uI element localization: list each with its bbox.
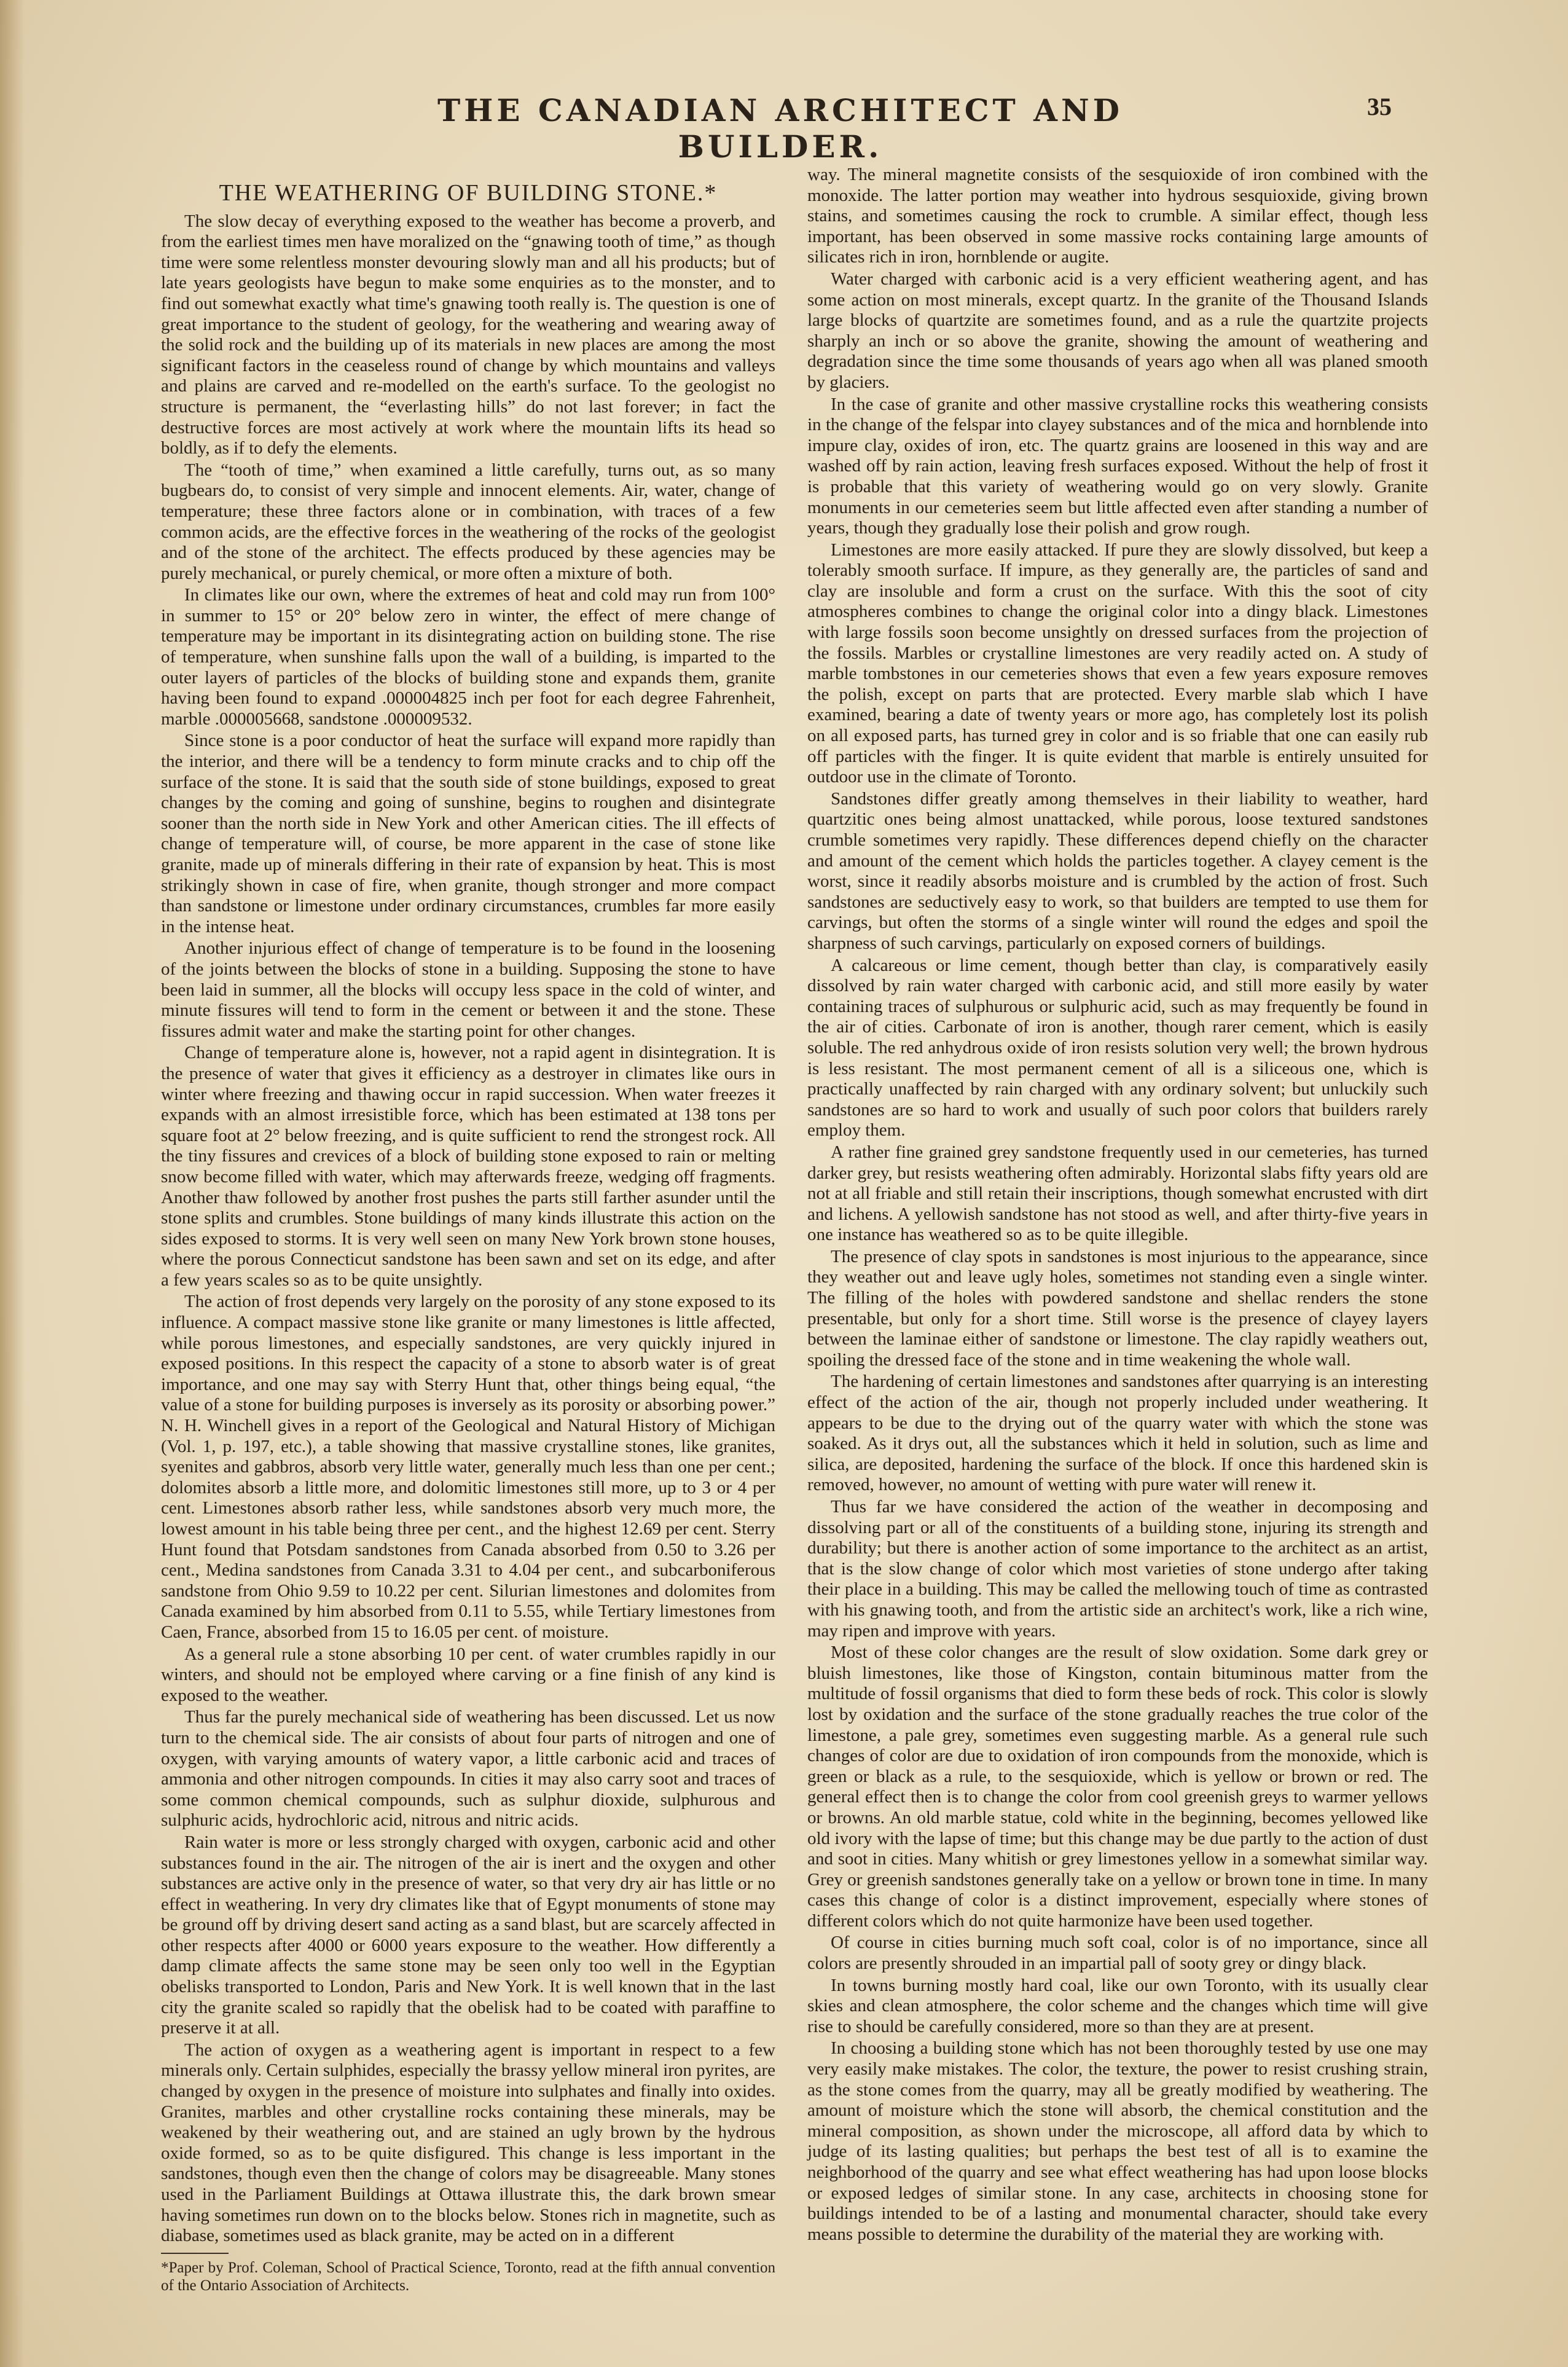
- paragraph: Of course in cities burning much soft coal, color is of no importance, since all colors are presently shrouded in an impartial pall of sooty grey or dingy black.: [807, 1933, 1428, 1974]
- paragraph: Limestones are more easily attacked. If pure they are slowly dissolved, but keep a tolerably smooth surface. If impure, as they generally are, the particles of sand and clay are insoluble and form a crust on the surface. With this the soot of city atmospheres combines to change the original color into a dingy black. Limestones with large fossils soon become unsightly on dressed surfaces from the projection of the fossils. Marbles or crystalline limestones are very readily acted on. A study of marble tombstones in our cemeteries shows that even a few years exposure removes the polish, except on parts that are protected. Every marble slab which I have examined, bearing a date of twenty years or more ago, has completely lost its polish on all exposed parts, has turned grey in color and is so friable that one can easily rub off particles with the finger. It is quite evident that marble is entirely unsuited for outdoor use in the climate of Toronto.: [807, 540, 1428, 787]
- paragraph: The slow decay of everything exposed to the weather has become a proverb, and from the earliest times men have moralized on the “gnawing tooth of time,” as though time were some relentless monster devouring slowly man and all his products; but of late years geologists have begun to make some enquiries as to the monster, and to find out somewhat exactly what time's gnawing tooth really is. The question is one of great importance to the student of geology, for the weathering and wearing away of the solid rock and the building up of its materials in new places are among the most significant factors in the ceaseless round of change by which mountains and valleys and plains are carved and re-modelled on the earth's surface. To the geologist no structure is permanent, the “everlasting hills” do not last forever; in fact the destructive forces are most actively at work where the mountain lifts its head so boldly, as if to defy the elements.: [161, 211, 775, 458]
- running-head: THE CANADIAN ARCHITECT AND BUILDER.: [437, 92, 1124, 165]
- paragraph: Another injurious effect of change of temperature is to be found in the loosening of the joints between the blocks of stone in a building. Supposing the stone to have been laid in summer, all the blocks will occupy less space in the cold of winter, and minute fissures will tend to form in the cement or between it and the stone. These fissures admit water and make the starting point for other changes.: [161, 938, 775, 1041]
- page-number: 35: [1367, 93, 1392, 120]
- paragraph: way. The mineral magnetite consists of the sesquioxide of iron combined with the monoxide. The latter portion may weather into hydrous sesquioxide, giving brown stains, and sometimes causing the rock to crumble. A similar effect, though less important, has been observed in some massive rocks containing large amounts of silicates rich in iron, hornblende or augite.: [807, 165, 1428, 267]
- paragraph: A rather fine grained grey sandstone frequently used in our cemeteries, has turned darker grey, but resists weathering often admirably. Horizontal slabs fifty years old are not at all friable and still retain their inscriptions, though somewhat encrusted with dirt and lichens. A yellowish sandstone has not stood as well, and after thirty-five years in one instance has weathered so as to be quite illegible.: [807, 1142, 1428, 1245]
- paragraph: In the case of granite and other massive crystalline rocks this weathering consists in the change of the felspar into clayey substances and of the mica and hornblende into impure clay, oxides of iron, etc. The quartz grains are loosened in this way and are washed off by rain action, leaving fresh surfaces exposed. Without the help of frost it is probable that this variety of weathering would go on very slowly. Granite monuments in our cemeteries seem but little affected even after standing a number of years, though they gradually lose their polish and grow rough.: [807, 394, 1428, 538]
- paragraph: Water charged with carbonic acid is a very efficient weathering agent, and has some action on most minerals, except quartz. In the granite of the Thousand Islands large blocks of quartzite are sometimes found, and as a rule the quartzite projects sharply an inch or so above the granite, showing the amount of weathering and degradation since the time some thousands of years ago when all was planed smooth by glaciers.: [807, 269, 1428, 392]
- paragraph: In towns burning mostly hard coal, like our own Toronto, with its usually clear skies and clean atmosphere, the color scheme and the changes which time will give rise to should be carefully considered, more so than they are at present.: [807, 1975, 1428, 2036]
- paragraph: Most of these color changes are the result of slow oxidation. Some dark grey or bluish limestones, like those of Kingston, contain bituminous matter from the multitude of fossil organisms that died to form these beds of rock. This color is slowly lost by oxidation and the surface of the stone gradually reaches the true color of the limestone, a pale grey, sometimes even suggesting marble. As a general rule such changes of color are due to oxidation of iron compounds from the monoxide, which is green or black as a rule, to the sesquioxide, which is yellow or brown or red. The general effect then is to change the color from cool greenish greys to warmer yellows or browns. An old marble statue, cold white in the beginning, becomes yellowed like old ivory with the lapse of time; but this change may be due partly to the action of dust and soot in cities. Many whitish or grey limestones yellow in a somewhat similar way. Grey or greenish sandstones generally take on a yellow or brown tone in time. In many cases this change of color is a distinct improvement, especially where stones of different colors which do not quite harmonize have been used together.: [807, 1643, 1428, 1931]
- footnote: *Paper by Prof. Coleman, School of Practical Science, Toronto, read at the fifth annual convention of the Ontario Association of Architects.: [161, 2259, 775, 2294]
- paragraph: Change of temperature alone is, however, not a rapid agent in disintegration. It is the presence of water that gives it efficiency as a destroyer in climates like ours in winter where freezing and thawing occur in rapid succession. When water freezes it expands with an almost irresistible force, which has been estimated at 138 tons per square foot at 2° below freezing, and is quite sufficient to rend the strongest rock. All the tiny fissures and crevices of a block of building stone exposed to rain or melting snow become filled with water, which may afterwards freeze, wedging off fragments. Another thaw followed by another frost pushes the parts still farther asunder until the stone splits and crumbles. Stone buildings of many kinds illustrate this action on the sides exposed to storms. It is very well seen on many New York brown stone houses, where the porous Connecticut sandstone has been sawn and set on its edge, and after a few years scales so as to be quite unsightly.: [161, 1043, 775, 1290]
- paragraph: The action of oxygen as a weathering agent is important in respect to a few minerals only. Certain sulphides, especially the brassy yellow mineral iron pyrites, are changed by oxygen in the presence of moisture into sulphates and finally into oxides. Granites, marbles and other crystalline rocks containing these minerals, may be weakened by their weathering out, and are stained an ugly brown by the hydrous oxide formed, so as to be quite disfigured. This change is less important in the sandstones, though even then the change of colors may be disagreeable. Many stones used in the Parliament Buildings at Ottawa illustrate this, the dark brown smear having sometimes run down on to the blocks below. Stones rich in magnetite, such as diabase, sometimes used as black granite, may be acted on in a different: [161, 2039, 775, 2246]
- paragraph: Sandstones differ greatly among themselves in their liability to weather, hard quartzitic ones being almost unattacked, while porous, loose textured sandstones crumble sometimes very rapidly. These differences depend chiefly on the character and amount of the cement which holds the particles together. A clayey cement is the worst, since it readily absorbs moisture and is crumbled by the action of frost. Such sandstones are seductively easy to work, so that builders are tempted to use them for carvings, but often the storms of a single winter will round the edges and spoil the sharpness of such carvings, particularly on exposed corners of buildings.: [807, 788, 1428, 953]
- article-title: THE WEATHERING OF BUILDING STONE.*: [219, 180, 718, 206]
- paragraph: Thus far we have considered the action of the weather in decomposing and dissolving part or all of the constituents of a building stone, injuring its strength and durability; but there is another action of some importance to the architect as an artist, that is the slow change of color which most varieties of stone undergo after taking their place in a building. This may be called the mellowing touch of time as contrasted with his gnawing tooth, and from the artistic side an architect's work, like a rich wine, may ripen and improve with years.: [807, 1497, 1428, 1641]
- paragraph: In climates like our own, where the extremes of heat and cold may run from 100° in summer to 15° or 20° below zero in winter, the effect of mere change of temperature may be important in its disintegrating action on building stone. The rise of temperature, when sunshine falls upon the wall of a building, is imparted to the outer layers of particles of the blocks of building stone and expands them, granite having been found to expand .000004825 inch per foot for each degree Fahrenheit, marble .000005668, sandstone .000009532.: [161, 585, 775, 729]
- footnote-rule: [161, 2253, 229, 2254]
- paragraph: The “tooth of time,” when examined a little carefully, turns out, as so many bugbears do, to consist of very simple and innocent elements. Air, water, change of temperature; these three factors alone or in combination, with traces of a few common acids, are the effective forces in the weathering of the rocks of the geologist and of the stone of the architect. The effects produced by these agencies may be purely mechanical, or purely chemical, or more often a mixture of both.: [161, 460, 775, 583]
- paragraph: The action of frost depends very largely on the porosity of any stone exposed to its influence. A compact massive stone like granite or many limestones is little affected, while porous limestones, and especially sandstones, are very quickly injured in exposed positions. In this respect the capacity of a stone to absorb water is of great importance, and one may say with Sterry Hunt that, other things being equal, “the value of a stone for building purposes is inversely as its porosity or absorbing power.” N. H. Winchell gives in a report of the Geological and Natural History of Michigan (Vol. 1, p. 197, etc.), a table showing that massive crystalline stones, like granites, syenites and gabbros, absorb very little water, generally much less than one per cent.; dolomites absorb a little more, and dolomitic limestones still more, up to 3 or 4 per cent. Limestones absorb rather less, while sandstones absorb very much more, the lowest amount in his table being three per cent., and the highest 12.69 per cent. Sterry Hunt found that Potsdam sandstones from Canada absorbed from 0.50 to 3.26 per cent., Medina sandstones from Canada 3.31 to 4.04 per cent., and subcarboniferous sandstone from Ohio 9.59 to 10.22 per cent. Silurian limestones and dolomites from Canada examined by him absorbed from 0.11 to 5.55, while Tertiary limestones from Caen, France, absorbed from 15 to 16.05 per cent. of moisture.: [161, 1292, 775, 1642]
- left-column: [161, 165, 775, 2294]
- paragraph: Since stone is a poor conductor of heat the surface will expand more rapidly than the interior, and there will be a tendency to form minute cracks and to chip off the surface of the stone. It is said that the south side of stone buildings, exposed to great changes by the coming and going of sunshine, begins to roughen and disintegrate sooner than the north side in New York and other American cities. The ill effects of change of temperature will, of course, be more apparent in the case of stone like granite, made up of minerals differing in their rate of expansion by heat. This is most strikingly shown in case of fire, when granite, though stronger and more compact than sandstone or limestone under ordinary circumstances, crumbles far more easily in the intense heat.: [161, 731, 775, 936]
- paragraph: In choosing a building stone which has not been thoroughly tested by use one may very easily make mistakes. The color, the texture, the power to resist crushing strain, as the stone comes from the quarry, may all be greatly modified by weathering. The amount of moisture which the stone will absorb, the chemical constitution and the mineral composition, as shown under the microscope, all afford data by which to judge of its lasting qualities; but perhaps the best test of all is to examine the neighborhood of the quarry and see what effect weathering has had upon loose blocks or exposed ledges of similar stone. In any case, architects in choosing stone for buildings intended to be of a lasting and monumental character, should take every means possible to determine the durability of the material they are working with.: [807, 2038, 1428, 2244]
- paragraph: A calcareous or lime cement, though better than clay, is comparatively easily dissolved by rain water charged with carbonic acid, and still more easily by water containing traces of sulphurous or sulphuric acid, such as may frequently be found in the air of cities. Carbonate of iron is another, though rarer cement, which is easily soluble. The red anhydrous oxide of iron resists solution very well; the brown hydrous is less resistant. The most permanent cement of all is a siliceous one, which is practically unaffected by rain charged with any ordinary solvent; but unluckily such sandstones are so hard to work and usually of such poor colors that builders rarely employ them.: [807, 955, 1428, 1140]
- page-binding-shadow: [0, 0, 25, 2367]
- paragraph: Rain water is more or less strongly charged with oxygen, carbonic acid and other substances found in the air. The nitrogen of the air is inert and the oxygen and other substances are active only in the presence of water, so that very dry air has little or no effect in weathering. In very dry climates like that of Egypt monuments of stone may be ground off by driving desert sand acting as a sand blast, but are scarcely affected in other respects after 4000 or 6000 years exposure to the weather. How differently a damp climate affects the same stone may be seen only too well in the Egyptian obelisks transported to London, Paris and New York. It is well known that in the last city the granite scaled so rapidly that the obelisk had to be coated with paraffine to preserve it at all.: [161, 1832, 775, 2038]
- paragraph: The hardening of certain limestones and sandstones after quarrying is an interesting effect of the action of the air, though not properly included under weathering. It appears to be due to the drying out of the quarry water with which the stone was soaked. As it drys out, all the substances which it held in solution, such as lime and silica, are deposited, hardening the surface of the block. If once this hardened skin is removed, however, no amount of wetting with pure water will renew it.: [807, 1372, 1428, 1495]
- right-column: [807, 165, 1428, 2285]
- paragraph: As a general rule a stone absorbing 10 per cent. of water crumbles rapidly in our winters, and should not be employed where carving or a fine finish of any kind is exposed to the weather.: [161, 1644, 775, 1705]
- paragraph: Thus far the purely mechanical side of weathering has been discussed. Let us now turn to the chemical side. The air consists of about four parts of nitrogen and one of oxygen, with varying amounts of watery vapor, a little carbonic acid and traces of ammonia and other nitrogen compounds. In cities it may also carry soot and traces of some common chemical compounds, such as sulphur dioxide, sulphurous and sulphuric acids, hydrochloric acid, nitrous and nitric acids.: [161, 1707, 775, 1831]
- paragraph: The presence of clay spots in sandstones is most injurious to the appearance, since they weather out and leave ugly holes, sometimes not standing even a single winter. The filling of the holes with powdered sandstone and shellac renders the stone presentable, but only for a short time. Still worse is the presence of clayey layers between the laminae either of sandstone or limestone. The clay rapidly weathers out, spoiling the dressed face of the stone and in time weakening the whole wall.: [807, 1246, 1428, 1370]
